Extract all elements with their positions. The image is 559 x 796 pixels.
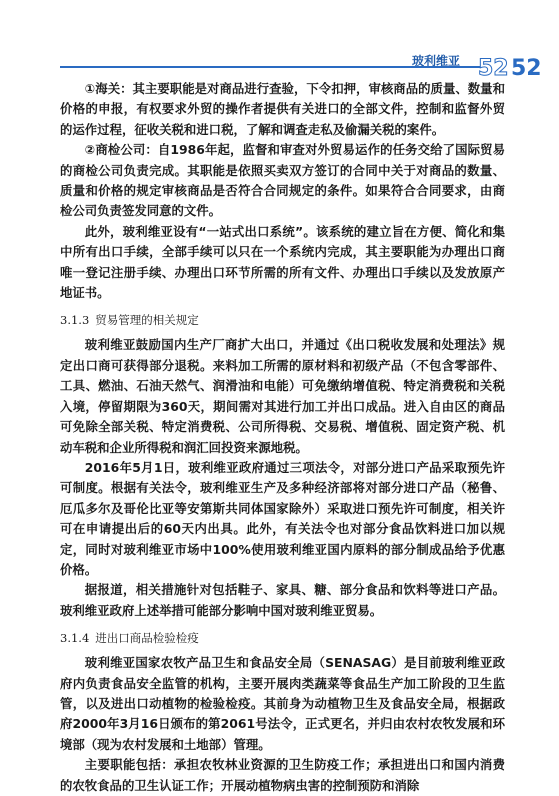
section-title: 贸易管理的相关规定 (95, 313, 199, 328)
section-title: 进出口商品检验检疫 (95, 631, 199, 646)
running-header-title: 玻利维亚 (412, 54, 461, 68)
paragraph-main-functions: 主要职能包括：承担农牧林业资源的卫生防疫工作；承担进出口和国内消费的农牧食品的卫生认证工作；开展动植物病虫害的控制预防和消除 (60, 757, 505, 793)
section-number: 3.1.4 (60, 631, 90, 646)
paragraph-senasag: 玻利维亚国家农牧产品卫生和食品安全局（SENASAG）是目前玻利维亚政府内负责食品安全监管的机构，主要开展肉类蔬菜等食品生产加工阶段的卫生监管，以及进出口动植物的检验检疫。其前身为动植物卫生及食品安全局，根据政府2000年3月16日颁布的第2061号法令，正式更名，并归由农村农牧发展和环境部（现为农村发展和土地部）管理。 (60, 655, 505, 752)
section-heading-3-1-3 (60, 312, 505, 328)
paragraph-measures-impact: 据报道，相关措施针对包括鞋子、家具、糖、部分食品和饮料等进口产品。玻利维亚政府上述举措可能部分影响中国对玻利维亚贸易。 (60, 582, 505, 618)
page-number: 52 (511, 56, 542, 81)
page-number-outline: 52 (478, 56, 509, 81)
header-rule (60, 66, 480, 68)
paragraph-prior-licensing: 2016年5月1日，玻利维亚政府通过三项法令，对部分进口产品采取预先许可制度。根据有关法令，玻利维亚生产及多种经济部将对部分进口产品（秘鲁、厄瓜多尔及哥伦比亚等安第斯共同体国家除外）采取进口预先许可制度，相关许可在申请提出后的60天内出具。此外，有关法令也对部分食品饮料进口加以规定，同时对玻利维亚市场中100%使用玻利维亚国内原料的部分制成品给予优惠价格。 (60, 459, 505, 577)
page-body (60, 79, 505, 796)
paragraph-export-encouragement: 玻利维亚鼓励国内生产厂商扩大出口，并通过《出口税收发展和处理法》规定出口商可获得部分退税。来料加工所需的原材料和初级产品（不包含零部件、工具、燃油、石油天然气、润滑油和电能）可免缴纳增值税、特定消费税和关税入境，停留期限为360天，期间需对其进行加工并出口成品。进入自由区的商品可免除全部关税、特定消费税、公司所得税、交易税、增值税、固定资产税、机动车税和企业所得税和润汇回投资来源地税。 (60, 337, 505, 455)
paragraph-customs: ①海关：其主要职能是对商品进行查验，下令扣押，审核商品的质量、数量和价格的申报，有权要求外贸的操作者提供有关进口的全部文件，控制和监督外贸的运作过程，征收关税和进口税，了解和调查走私及偷漏关税的案件。 (60, 81, 505, 137)
section-heading-3-1-4 (60, 630, 505, 646)
paragraph-inspection-company: ②商检公司：自1986年起，监督和审查对外贸易运作的任务交给了国际贸易的商检公司负责完成。其职能是依照买卖双方签订的合同中关于对商品的数量、质量和价格的规定审核商品是否符合合同规定的条件。如果符合合同要求，由商检公司负责签发同意的文件。 (60, 142, 505, 219)
section-number: 3.1.3 (60, 313, 90, 328)
paragraph-one-stop-system: 此外，玻利维亚设有“一站式出口系统”。该系统的建立旨在方便、简化和集中所有出口手续，全部手续可以只在一个系统内完成，其主要职能为办理出口商唯一登记注册手续、办理出口环节所需的所有文件、办理出口手续以及发放原产地证书。 (60, 223, 505, 301)
